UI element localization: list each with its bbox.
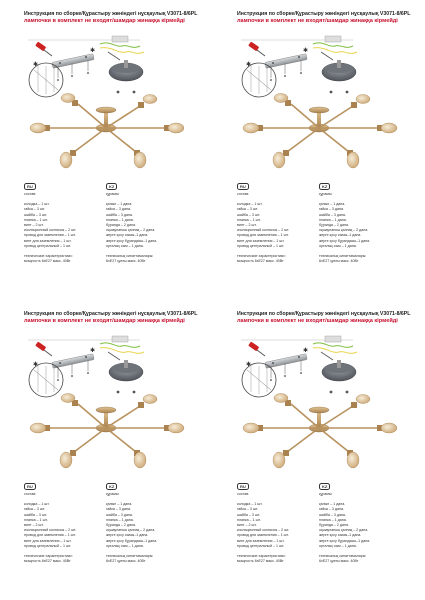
spec-heading-kz: техникалық сипаттамалары: xyxy=(106,254,154,259)
parts-list-kz xyxy=(106,483,157,564)
lamps-not-included-warning: лампочки в комплект не входят/шамдар жинаққа кірмейді xyxy=(24,318,185,324)
spec-heading-ru: технические характеристики: xyxy=(237,554,286,559)
parts-list-ru xyxy=(24,183,76,264)
part-item-kz: оқшаулағыш қалпақ – 2 дана. xyxy=(106,528,156,533)
spec-heading-ru: технические характеристики: xyxy=(24,254,73,259)
bulb-upper-left xyxy=(274,394,291,407)
drill-icon xyxy=(35,341,52,356)
star-marker-icon: ✱ xyxy=(90,48,96,54)
part-item-ru: провод центральный – 1 шт. xyxy=(237,543,285,548)
part-item-kz: оқшаулағыш қалпақ – 2 дана. xyxy=(319,528,369,533)
spec-value-ru: мощность 6хE27 макс. 40Вт xyxy=(237,559,284,564)
parts-list-ru xyxy=(237,483,289,564)
spec-heading-kz: техникалық сипаттамалары: xyxy=(319,254,367,259)
bulb-lower-right xyxy=(347,150,359,168)
lang-badge-kz: KZ xyxy=(319,183,330,190)
part-item-ru: планка – 1 шт. xyxy=(24,517,48,522)
part-item-ru: шайба – 3 шт. xyxy=(24,212,47,217)
lang-badge-kz: KZ xyxy=(106,483,117,490)
part-item-ru: провод для заземления – 1 шт. xyxy=(24,533,76,538)
part-item-kz: орталық сым – 1 дана. xyxy=(319,543,357,548)
part-item-kz: планка – 1 дана. xyxy=(319,517,347,522)
bulb-right xyxy=(377,123,397,133)
lang-badge-kz: KZ xyxy=(106,183,117,190)
parts-heading-ru: состав: xyxy=(237,492,250,496)
part-item-ru: гайка – 3 шт. xyxy=(24,207,46,212)
lang-badge-ru: RU xyxy=(237,183,249,190)
part-item-kz: бұранда – 2 дана. xyxy=(319,223,350,228)
part-item-ru: винт для заземления – 1 шт. xyxy=(24,538,72,543)
chandelier-illustration xyxy=(30,394,184,469)
bulb-left xyxy=(30,123,50,133)
chandelier-illustration xyxy=(243,394,397,469)
part-item-kz: планка – 1 дана. xyxy=(106,517,134,522)
part-item-kz: жерге қосу бұрандасы–1 дана. xyxy=(319,538,371,543)
lang-badge-ru: RU xyxy=(237,483,249,490)
bulb-lower-left xyxy=(60,150,76,168)
part-item-kz: шайба – 3 дана. xyxy=(319,512,346,517)
instruction-card xyxy=(0,300,212,600)
parts-heading-kz: құрамы: xyxy=(319,492,333,496)
part-item-kz: орталық сым – 1 дана. xyxy=(319,243,357,248)
ceiling-cup-diagram xyxy=(322,360,356,393)
bulb-upper-left xyxy=(274,94,291,107)
bulb-lower-left xyxy=(60,450,76,468)
part-item-kz: қалып – 1 дана. xyxy=(319,502,346,507)
mounting-plate-diagram xyxy=(265,354,307,381)
part-item-ru: колодка – 1 шт. xyxy=(237,502,263,507)
bulb-upper-left xyxy=(61,394,78,407)
chandelier-illustration xyxy=(30,94,184,169)
ceiling-cup-diagram xyxy=(322,60,356,93)
bulb-left xyxy=(243,423,263,433)
bulb-upper-right xyxy=(351,395,370,409)
bulb-upper-right xyxy=(138,395,157,409)
part-item-kz: шайба – 3 дана. xyxy=(319,212,346,217)
part-item-ru: планка – 1 шт. xyxy=(24,217,48,222)
part-item-ru: провод для заземления – 1 шт. xyxy=(24,233,76,238)
spec-value-kz: 6хE27 қуаты макс. 40Вт xyxy=(106,559,146,564)
ceiling-cup-diagram xyxy=(109,360,143,393)
part-item-ru: планка – 1 шт. xyxy=(237,217,261,222)
parts-heading-kz: құрамы: xyxy=(319,192,333,196)
part-item-ru: винт – 2 шт. xyxy=(237,223,257,228)
parts-heading-kz: құрамы: xyxy=(106,492,120,496)
spec-value-kz: 6хE27 қуаты макс. 40Вт xyxy=(319,559,359,564)
mounting-plate-diagram xyxy=(52,354,94,381)
part-item-ru: гайка – 3 шт. xyxy=(237,207,259,212)
instruction-card xyxy=(213,0,425,300)
spec-heading-ru: технические характеристики: xyxy=(24,554,73,559)
lamps-not-included-warning: лампочки в комплект не входят/шамдар жинаққа кірмейді xyxy=(237,318,398,324)
part-item-ru: изоляционный колпачок – 2 шт. xyxy=(24,228,77,233)
lamps-not-included-warning: лампочки в комплект не входят/шамдар жинаққа кірмейді xyxy=(237,18,398,24)
ceiling-cup-diagram xyxy=(109,60,143,93)
parts-list-kz xyxy=(106,183,157,264)
spec-value-ru: мощность 6хE27 макс. 40Вт xyxy=(237,259,284,264)
mounting-plate-diagram xyxy=(265,54,307,81)
part-item-ru: колодка – 1 шт. xyxy=(237,202,263,207)
spec-value-kz: 6хE27 қуаты макс. 40Вт xyxy=(106,259,146,264)
part-item-kz: бұранда – 2 дана. xyxy=(319,523,350,528)
lang-badge-kz: KZ xyxy=(319,483,330,490)
star-marker-icon: ✱ xyxy=(303,48,309,54)
instruction-title: Инструкция по сборке/Құрастыру жөніндегі нұсқаулық V3071-8/6PL xyxy=(24,311,198,317)
bulb-upper-left xyxy=(61,94,78,107)
bulb-upper-right xyxy=(351,95,370,109)
spec-value-kz: 6хE27 қуаты макс. 40Вт xyxy=(319,259,359,264)
part-item-kz: шайба – 3 дана. xyxy=(106,512,133,517)
instruction-title: Инструкция по сборке/Құрастыру жөніндегі нұсқаулық V3071-8/6PL xyxy=(237,311,411,317)
spec-value-ru: мощность 6хE27 макс. 40Вт xyxy=(24,259,71,264)
bulb-left xyxy=(243,123,263,133)
parts-heading-ru: состав: xyxy=(24,192,37,196)
bulb-right xyxy=(164,123,184,133)
star-marker-icon: ✱ xyxy=(303,348,309,354)
instruction-title: Инструкция по сборке/Құрастыру жөніндегі нұсқаулық V3071-8/6PL xyxy=(237,11,411,17)
part-item-ru: винт – 2 шт. xyxy=(237,523,257,528)
bulb-right xyxy=(164,423,184,433)
part-item-ru: изоляционный колпачок – 2 шт. xyxy=(237,528,290,533)
bulb-lower-right xyxy=(347,450,359,468)
star-marker-icon: ✱ xyxy=(246,362,252,368)
part-item-ru: провод центральный – 1 шт. xyxy=(237,243,285,248)
part-item-ru: изоляционный колпачок – 2 шт. xyxy=(237,228,290,233)
mounting-plate-diagram xyxy=(52,54,94,81)
star-marker-icon: ✱ xyxy=(246,62,252,68)
part-item-kz: қалып – 1 дана. xyxy=(319,202,346,207)
parts-heading-kz: құрамы: xyxy=(106,192,120,196)
part-item-kz: қалып – 1 дана. xyxy=(106,502,133,507)
part-item-ru: гайка – 3 шт. xyxy=(237,507,259,512)
bulb-lower-left xyxy=(273,450,289,468)
part-item-kz: гайка – 3 дана. xyxy=(106,507,131,512)
part-item-kz: орталық сым – 1 дана. xyxy=(106,243,144,248)
spec-heading-ru: технические характеристики: xyxy=(237,254,286,259)
drill-icon xyxy=(35,41,52,56)
star-marker-icon: ✱ xyxy=(33,62,39,68)
bulb-right xyxy=(377,423,397,433)
bulb-lower-left xyxy=(273,150,289,168)
drill-icon xyxy=(248,341,265,356)
part-item-kz: жерге қосу сымы–1 дана. xyxy=(319,533,362,538)
parts-heading-ru: состав: xyxy=(24,492,37,496)
part-item-kz: оқшаулағыш қалпақ – 2 дана. xyxy=(106,228,156,233)
bulb-left xyxy=(30,423,50,433)
part-item-kz: жерге қосу сымы–1 дана. xyxy=(106,233,149,238)
part-item-kz: оқшаулағыш қалпақ – 2 дана. xyxy=(319,228,369,233)
part-item-ru: шайба – 3 шт. xyxy=(24,512,47,517)
part-item-ru: провод для заземления – 1 шт. xyxy=(237,233,289,238)
star-marker-icon: ✱ xyxy=(33,362,39,368)
part-item-ru: винт – 2 шт. xyxy=(24,523,44,528)
instruction-card xyxy=(0,0,212,300)
bulb-lower-right xyxy=(134,150,146,168)
spec-heading-kz: техникалық сипаттамалары: xyxy=(106,554,154,559)
drill-icon xyxy=(248,41,265,56)
part-item-kz: орталық сым – 1 дана. xyxy=(106,543,144,548)
part-item-kz: қалып – 1 дана. xyxy=(106,202,133,207)
part-item-kz: шайба – 3 дана. xyxy=(106,212,133,217)
part-item-ru: шайба – 3 шт. xyxy=(237,212,260,217)
part-item-ru: винт для заземления – 1 шт. xyxy=(237,538,285,543)
lang-badge-ru: RU xyxy=(24,183,36,190)
part-item-ru: провод центральный – 1 шт. xyxy=(24,543,72,548)
part-item-kz: жерге қосу сымы–1 дана. xyxy=(319,233,362,238)
part-item-kz: планка – 1 дана. xyxy=(319,217,347,222)
parts-list-ru xyxy=(237,183,289,264)
instruction-card xyxy=(213,300,425,600)
bulb-upper-right xyxy=(138,95,157,109)
spec-heading-kz: техникалық сипаттамалары: xyxy=(319,554,367,559)
wiring-diagram xyxy=(100,36,144,60)
part-item-kz: жерге қосу бұрандасы–1 дана. xyxy=(106,238,158,243)
part-item-kz: бұранда – 2 дана. xyxy=(106,223,137,228)
bulb-lower-right xyxy=(134,450,146,468)
parts-heading-ru: состав: xyxy=(237,192,250,196)
parts-list-ru xyxy=(24,483,76,564)
part-item-ru: винт – 2 шт. xyxy=(24,223,44,228)
wiring-diagram xyxy=(313,336,357,360)
parts-list-kz xyxy=(319,483,370,564)
part-item-kz: жерге қосу бұрандасы–1 дана. xyxy=(106,538,158,543)
part-item-ru: планка – 1 шт. xyxy=(237,517,261,522)
spec-value-ru: мощность 6хE27 макс. 40Вт xyxy=(24,559,71,564)
part-item-ru: шайба – 3 шт. xyxy=(237,512,260,517)
part-item-kz: жерге қосу сымы–1 дана. xyxy=(106,533,149,538)
part-item-ru: провод для заземления – 1 шт. xyxy=(237,533,289,538)
part-item-ru: винт для заземления – 1 шт. xyxy=(24,238,72,243)
chandelier-illustration xyxy=(243,94,397,169)
part-item-ru: провод центральный – 1 шт. xyxy=(24,243,72,248)
part-item-kz: жерге қосу бұрандасы–1 дана. xyxy=(319,238,371,243)
part-item-kz: гайка – 3 дана. xyxy=(319,507,344,512)
part-item-kz: гайка – 3 дана. xyxy=(106,207,131,212)
part-item-ru: изоляционный колпачок – 2 шт. xyxy=(24,528,77,533)
part-item-kz: бұранда – 2 дана. xyxy=(106,523,137,528)
lang-badge-ru: RU xyxy=(24,483,36,490)
part-item-kz: планка – 1 дана. xyxy=(106,217,134,222)
star-marker-icon: ✱ xyxy=(90,348,96,354)
part-item-ru: колодка – 1 шт. xyxy=(24,502,50,507)
part-item-ru: колодка – 1 шт. xyxy=(24,202,50,207)
parts-list-kz xyxy=(319,183,370,264)
instruction-title: Инструкция по сборке/Құрастыру жөніндегі нұсқаулық V3071-8/6PL xyxy=(24,11,198,17)
part-item-ru: винт для заземления – 1 шт. xyxy=(237,238,285,243)
lamps-not-included-warning: лампочки в комплект не входят/шамдар жинаққа кірмейді xyxy=(24,18,185,24)
wiring-diagram xyxy=(100,336,144,360)
wiring-diagram xyxy=(313,36,357,60)
part-item-ru: гайка – 3 шт. xyxy=(24,507,46,512)
part-item-kz: гайка – 3 дана. xyxy=(319,207,344,212)
